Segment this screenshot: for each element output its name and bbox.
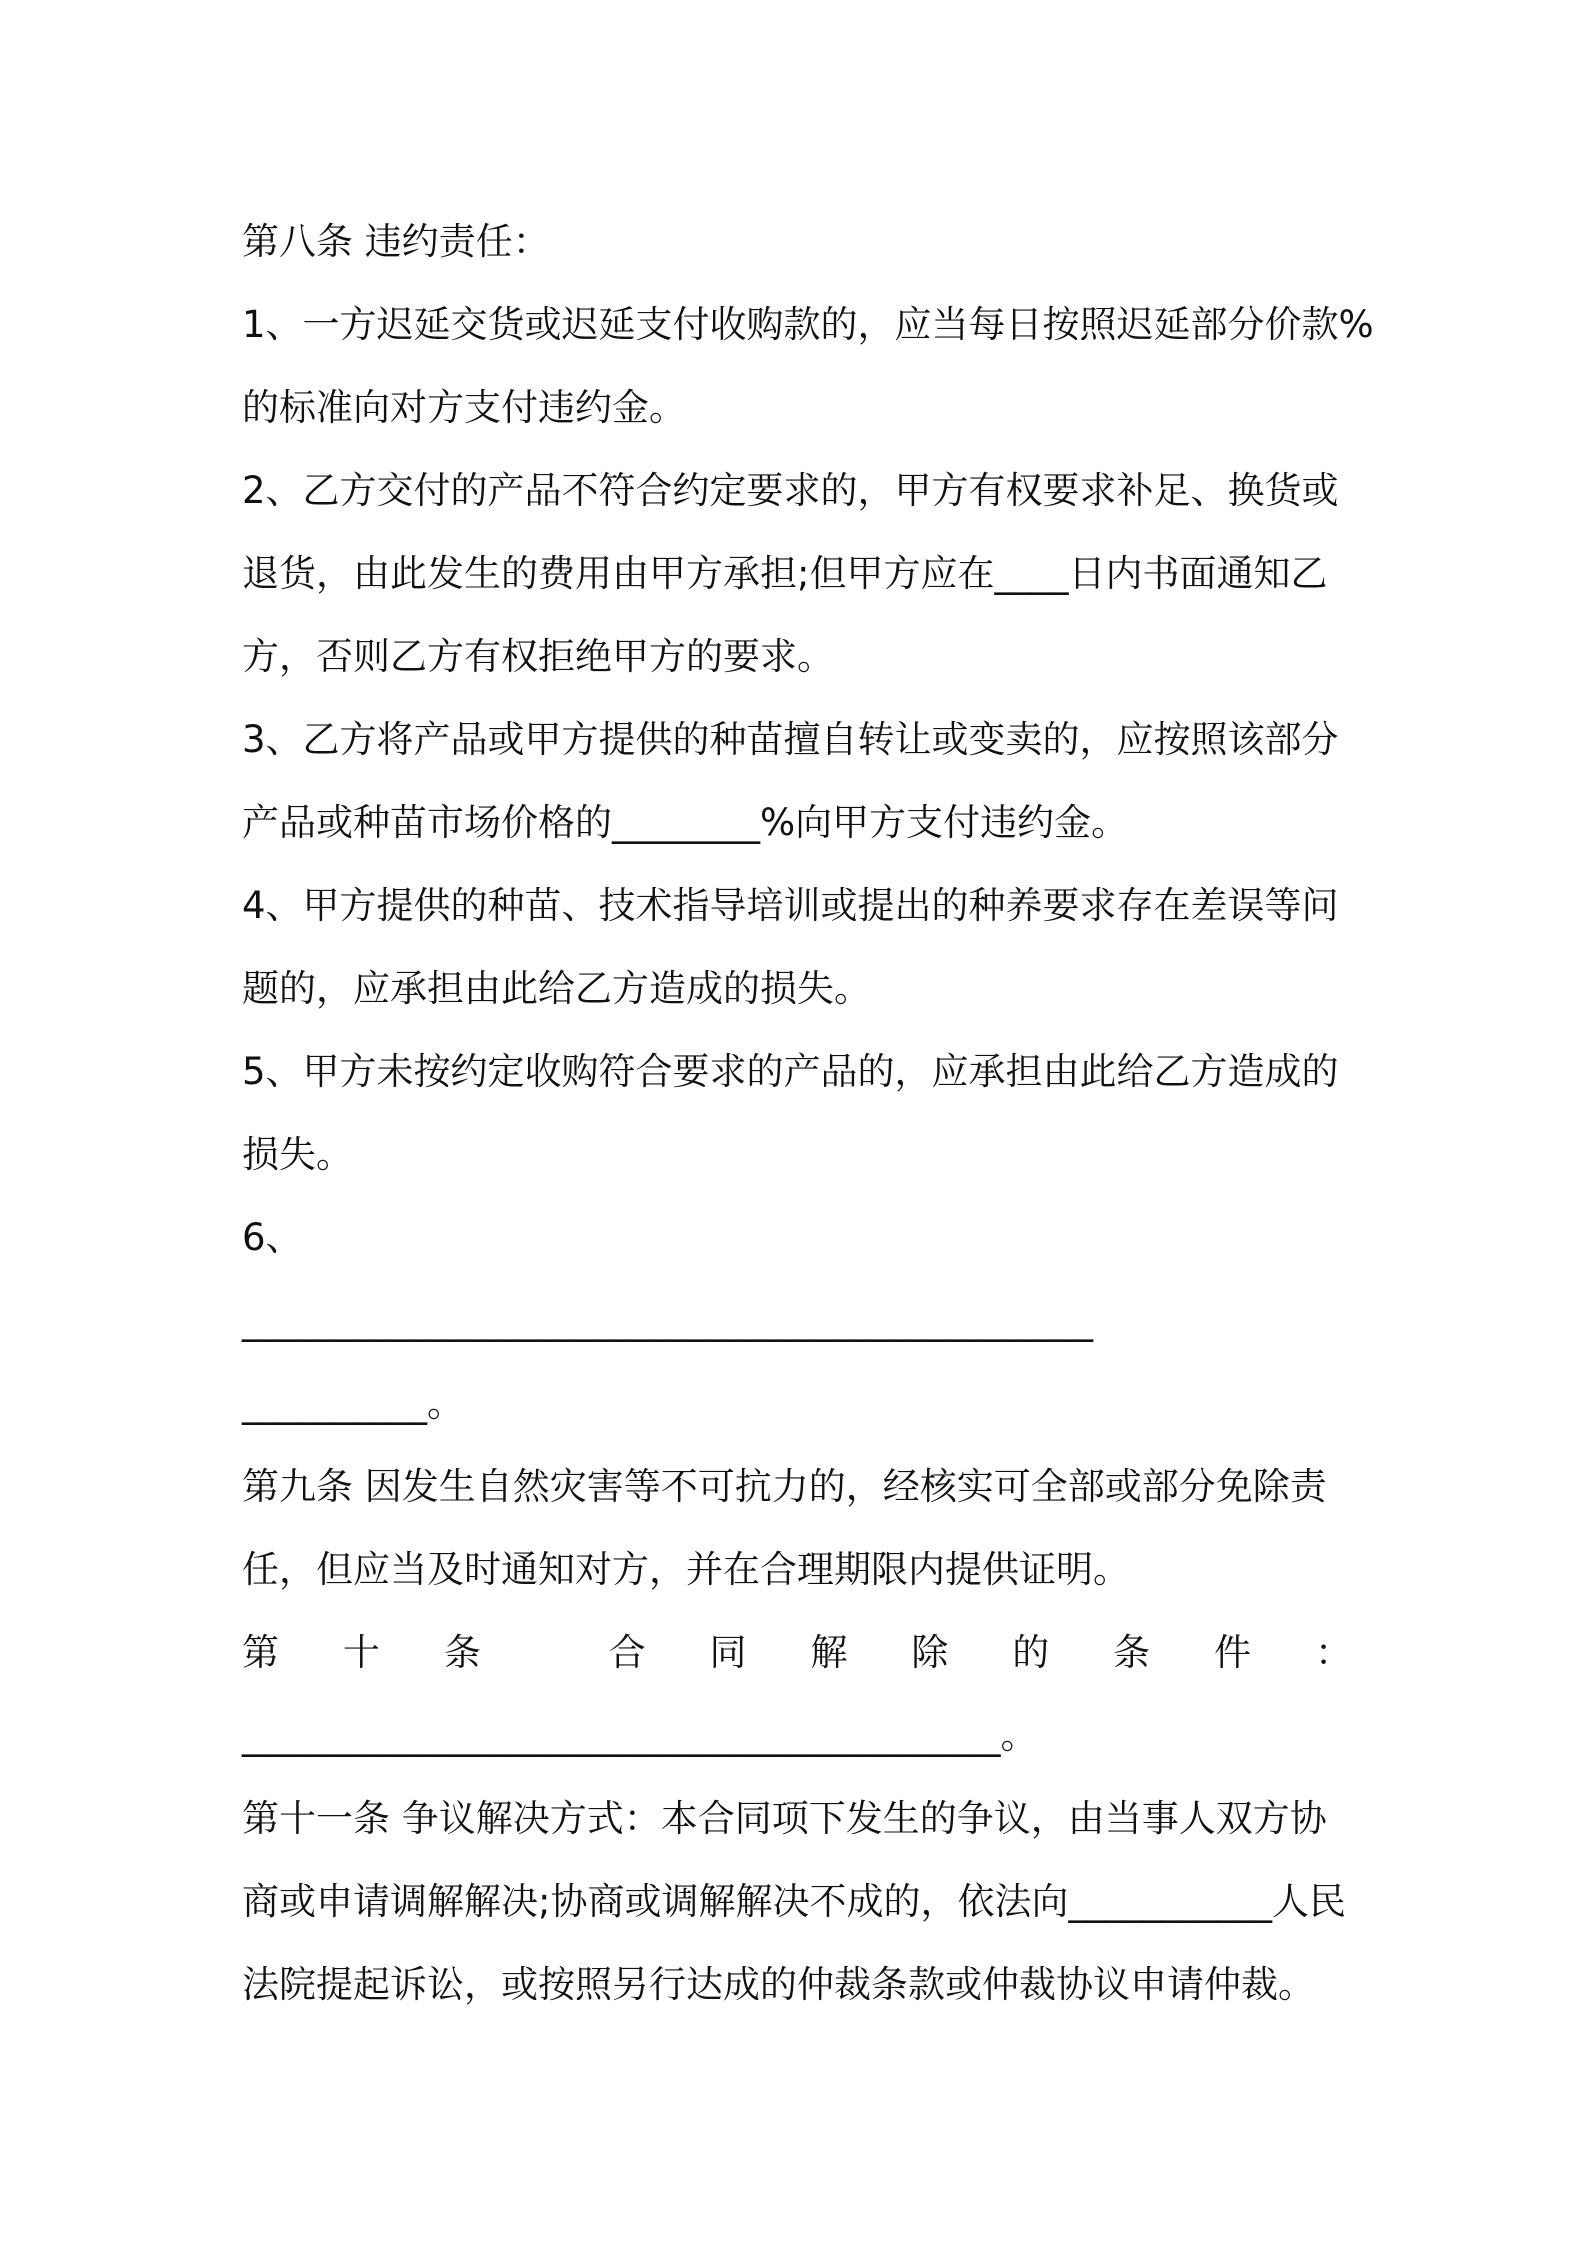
article-10-char: 十 bbox=[342, 1631, 380, 1674]
article-10-char: 合 bbox=[608, 1631, 646, 1674]
article-8-clause-3-line-1: 3、乙方将产品或甲方提供的种苗擅自转让或变卖的，应按照该部分 bbox=[242, 718, 1339, 761]
article-11-line-1: 第十一条 争议解决方式：本合同项下发生的争议，由当事人双方协 bbox=[242, 1797, 1327, 1840]
article-10-char: 同 bbox=[709, 1631, 747, 1674]
article-8-clause-4-line-2: 题的，应承担由此给乙方造成的损失。 bbox=[242, 967, 871, 1010]
article-10-char: 除 bbox=[911, 1631, 949, 1674]
article-9-line-1: 第九条 因发生自然灾害等不可抗力的，经核实可全部或部分免除责 bbox=[242, 1465, 1327, 1508]
article-8-clause-6-blank-line-2: __________。 bbox=[242, 1382, 464, 1425]
article-8-clause-1-line-2: 的标准向对方支付违约金。 bbox=[242, 386, 686, 429]
article-10-char: 条 bbox=[1113, 1631, 1151, 1674]
article-10-heading bbox=[242, 1611, 1352, 1694]
article-8-clause-6-label: 6、 bbox=[242, 1216, 303, 1259]
article-8-clause-2-line-1: 2、乙方交付的产品不符合约定要求的，甲方有权要求补足、换货或 bbox=[242, 469, 1339, 512]
article-11-line-2: 商或申请调解解决;协商或调解解决不成的，依法向___________人民 bbox=[242, 1880, 1346, 1923]
article-8-clause-5-line-1: 5、甲方未按约定收购符合要求的产品的，应承担由此给乙方造成的 bbox=[242, 1050, 1339, 1093]
article-8-clause-3-line-2: 产品或种苗市场价格的________%向甲方支付违约金。 bbox=[242, 801, 1129, 844]
article-11-line-3: 法院提起诉讼，或按照另行达成的仲裁条款或仲裁协议申请仲裁。 bbox=[242, 1963, 1315, 2006]
article-8-clause-6-blank-line-1: ______________________________________________ bbox=[242, 1299, 1093, 1342]
article-8-clause-4-line-1: 4、甲方提供的种苗、技术指导培训或提出的种养要求存在差误等问 bbox=[242, 884, 1339, 927]
article-10-char: 条 bbox=[443, 1631, 481, 1674]
article-9-line-2: 任，但应当及时通知对方，并在合理期限内提供证明。 bbox=[242, 1548, 1130, 1591]
article-8-clause-2-line-2: 退货，由此发生的费用由甲方承担;但甲方应在____日内书面通知乙 bbox=[242, 552, 1328, 595]
article-8-clause-5-line-2: 损失。 bbox=[242, 1133, 353, 1176]
article-10-char: 第 bbox=[242, 1631, 279, 1674]
article-8-heading: 第八条 违约责任： bbox=[242, 220, 550, 263]
article-8-clause-2-line-3: 方，否则乙方有权拒绝甲方的要求。 bbox=[242, 635, 834, 678]
document-page bbox=[242, 200, 1374, 2026]
article-10-char: 件 bbox=[1214, 1631, 1252, 1674]
article-10-char: 的 bbox=[1012, 1631, 1050, 1674]
article-10-char: ： bbox=[1314, 1631, 1352, 1674]
article-8-clause-1-line-1: 1、一方迟延交货或迟延支付收购款的，应当每日按照迟延部分价款% bbox=[242, 303, 1374, 346]
article-10-char: 解 bbox=[810, 1631, 848, 1674]
article-10-blank-line: _________________________________________。 bbox=[242, 1714, 1038, 1757]
